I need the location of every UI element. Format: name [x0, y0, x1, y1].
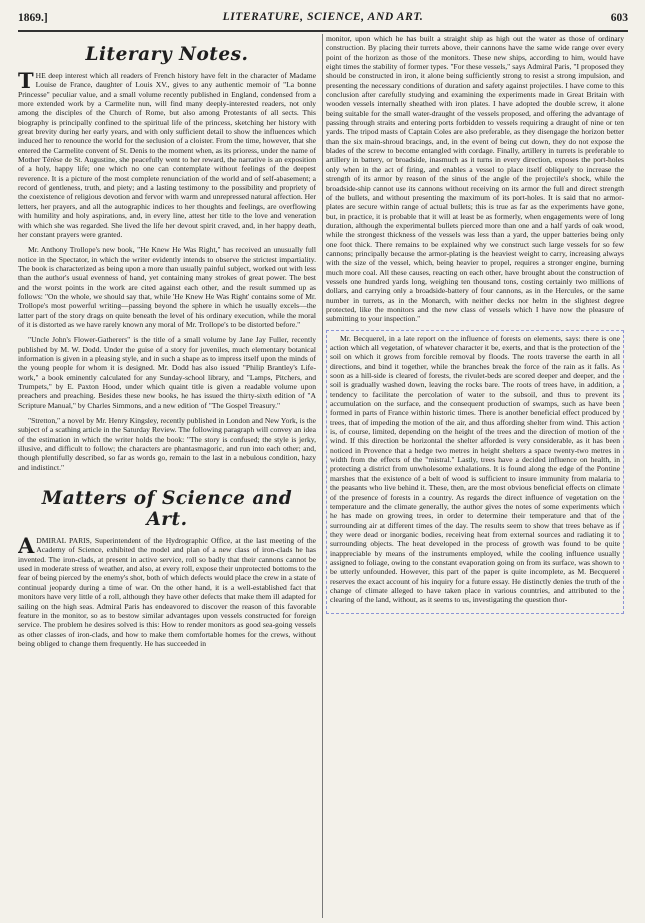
science-paragraph-2: Mr. Becquerel, in a late report on the influence of forests on elements, says: there is one action which all vegetation, of whatever character it be, exerts, and that is the protection of the soil on which it grows from forcible removal by floods. The roots traverse the earth in all directions, and bind it together, while the branches break the force of the rain as it falls. As soon as a hill-side is cleared of forests, the rivulet-beds are scored deeper and deeper, and the soil is gradually washed down, leaving the rocks bare. The roots of trees have, in addition, a tendency to facilitate the percolation of water to the subsoil, and thus to prevent its accumulation on the surface, and the consequent production of swamps, such as have been formed in parts of France within historic times. There is another beneficial effect produced by trees, that of impeding the motion of the air, and thus affording shelter from wind. This action is, of course, limited, depending on the height of the trees and the direction of motion of the wind. If this direction be horizontal the shelter afforded is very considerable, as it has been noticed in Provence that a hedge two metres in height shelters a space twenty-two metres in width from the effects of the "mistral." Lastly, trees have a decided influence on health, in protecting a district from unwholesome exhalations. It is found along the edge of the Pontine marshes that the existence of a belt of wood is sufficient to insure immunity from malaria to the peasants who live behind it. These, then, are the most obvious beneficial effects on climate of the presence of forests in a country. As regards the direct influence of vegetation on the temperature and the climate generally, the author gives the notes of some experiments which he has made on growing trees, in order to determine their temperature and that of the surrounding air at different times of the day. The results seem to show that trees behave as if they were dead or inorganic bodies, receiving heat from external sources and radiating it to surrounding objects. The heat developed in the process of growth was found to be quite inappreciable by means of the instruments employed, while the cooling influence usually assigned to foliage, owing to the constant evaporation going on from its surface, was shown to be utterly unfounded. However, this part of the paper is quite incomplete, as M. Becquerel reserves the exact account of his inquiry for a future essay. He distinctly denies the truth of the change of climate alleged to have taken place in various countries, and attributed to the clearing of the land, without, as it seems to us, investigating the question thor- — [330, 333, 620, 605]
literary-notes-heading: Literary Notes. — [85, 44, 249, 65]
literary-paragraph-1-text: HE deep interest which all readers of French history have felt in the character of Madame Louise de France, daughter of Louis XV., gives to any authentic memoir of "La bonne Princesse" peculiar value, and a small volume recently published in England, condensed from a more extended work by a Carmelite nun, will find many deeply-interested readers, not only among the disciples of the Church of Rome, but also among Protestants of all sects. This biography is principally confined to the spiritual life of the princess, sketching her history with great brevity during her early years, and with only sufficient detail to show the influences which induced her to renounce the world for the seclusion of a cloister. From the time, however, that she entered the Carmelite convent of St. Denis to the moment when, as its prioress, under the name of Mother Térèse de St. Augustine, she peacefully went to her reward, the narrative is an exposition of a holy, happy life; one which no one can contemplate without feelings of the deepest reverence. It is a picture of the most complete renunciation of the world and of self-abasement; a record of gentleness, truth, and piety; and a lasting testimony to the possibility and propriety of the coexistence of religious devotion and fervor with warm and unrepressed natural affection. Her letters, her prayers, and all the autographic indices to her thoughts and feelings, are overflowing with humility and holy aspirations, and, in every line, attest her title to the love and veneration with which she was regarded. She lived the life her devout spirit craved, and, in her happy death, her constant prayers were granted. — [18, 71, 316, 239]
literary-paragraph-1 — [18, 68, 316, 239]
literary-paragraph-2: Mr. Anthony Trollope's new book, "He Knew He Was Right," has received an unusually full notice in the Spectator, in which the writer evidently intends to observe the strictest impartiality. The book is characterized as being upon a more than usually painful subject, worked out with less than the author's usual evenness of hand, yet containing many strokes of great power. The best and the worst points in the work are cited against each other, and the result summed up as follows: "On the whole, we should say that, while 'He Knew He Was Right' contains some of Mr. Trollope's most powerful writing—passing beyond the sphere in which he usually excels—the latter part of the story drags on quite beneath the level of his ordinary execution, while the moral of it is distorted as we have rarely known any moral of Mr. Trollope's to be distorted before." — [18, 245, 316, 329]
science-art-heading: Matters of Science and Art. — [41, 488, 293, 531]
science-paragraph-1-lead: DMIRAL PARIS, — [36, 536, 92, 546]
literary-paragraph-4: "Stretton," a novel by Mr. Henry Kingsley, recently published in London and New York, is the subject of a scathing article in the Saturday Review. The following paragraph will convey an idea of the estimation in which the writer holds the book: "The story is confused; the style is jerky, illusive, and difficult to follow; the characters are phantasmagoric, and run into each other; and, though plentifully described, so far as words go, remain to the last in a nebulous condition, hazy and indistinct." — [18, 416, 316, 472]
drop-cap: T — [18, 68, 34, 93]
literary-paragraph-3: "Uncle John's Flower-Gatherers" is the title of a small volume by Jane Jay Fuller, recently published by M. W. Dodd. Under the guise of a story for juveniles, much elementary botanical information is given in a pleasing style, and in such a shape as to impress itself upon the minds of the young people for whom it is designed. Mr. Dodd has also issued "Philip Brantley's Life-work," a book eminently calculated for any Sunday-school library, and "Lamps, Pitchers, and Trumpets," by E. Paxton Hood, under which quaint title is given a readable volume upon preachers and preaching. Besides these new books, he has issued the thirty-sixth edition of "A Scripture Manual," by Charles Simmons, and a new edition of "The Gospel Treasury." — [18, 335, 316, 410]
right-column — [326, 34, 624, 918]
science-paragraph-1-text: Superintendent of the Hydrographic Office, at the last meeting of the Academy of Science, exhibited the model and plan of a new class of iron-clads he has invented. The iron-clads, at present in active service, roll so badly that their cannons cannot be used in moderate stress of weather, and also, at every roll, expose their unprotected bottoms to the fear of being pierced by the enemy's shot, both of which defects would place the crew in a state of continual jeopardy during a time of war. On the other hand, it is a well-established fact that monitors have very little of a roll, although they have other defects that make them ill adapted for sailing on the high seas. Admiral Paris has endeavored to discover the reason of this favorable feature in the monitor, so as to bestow similar advantages upon vessels constructed for foreign service. The problem he desires solved is this: How to render monitors as good sea-going vessels as other classes of iron-clads, and how to make them comfortable homes for the crews, without being obliged to change them frequently. He has succeeded in — [18, 536, 316, 648]
science-paragraph-1 — [18, 533, 316, 648]
left-column — [18, 34, 316, 918]
column-divider — [322, 34, 323, 918]
page-header — [18, 8, 628, 32]
science-paragraph-1-continued: monitor, upon which he has built a straight ship as high out the water as those of ordinary construction. By placing their turrets above, their cannons have the same wide range over every point of the horizon as those of the monitors. These new ships, according to him, would have eight times the stability of former types. "For these vessels," says Admiral Paris, "I proposed they should be constructed in iron, it alone being sufficiently strong to resist a strong impulsion, and presenting the necessary conditions of duration and safety against projectiles. I have come to this conclusion after carefully studying and examining the experiments made in Great Britain with wooden vessels internally sheathed with iron plates. I have adopted the double screw, it alone being suitable for the small water-draught of the vessels proposed, and offering the advantage of passing through straits and entering ports forbidden to vessels requiring a draught of nine or ten yards. The tripod masts of Captain Coles are also preferable, as they disengage the horizon better than the six main-shroud bracings, and, in the event of being cut down, they do not expose the blades of the screw to become entangled with cordage. Finally, artillery in turrets is preferable to artillery in battery, or broadside, inasmuch as it turns in every direction, exposes the port-holes only when in the act of firing, and enables a vessel to place itself obliquely to increase the strength of its armor by reason of the sinus of the angle of the projectile's shock, while the broadside-ship cannot use its cannons without receiving on its armor the full and direct strength of the bullets, and without presenting the maximum of its port-holes. It is said that no armor-plates are secure within range of actual bullets; this is true as far as the experiments have gone, but, in practice, it is probable that it will at least be as formerly, when engagements were of long duration, although the experimental bullets pierced more than one and a half yards of oak wood, while the strongest thickness of the vessels was less than a yard, the upper batteries being only one foot thick. There remains to be explained why we construct such large vessels for so few cannons; principally because the armor-plating is the heaviest weight to carry, increasing always with the size of the vessel, which, being heavier to propel, requires a stronger engine, burning much more coal. All these causes, reacting on each other, have brought about the construction of vessels one hundred yards long, weighing ten thousand tons, costing certainly two millions of dollars, and carrying only a broadside-battery of four cannons, as in the Hercules, or the same number in turrets, as in the Monarch, with neither decks nor helm in the slightest degree protected, like the monitors and the new class of vessels which I have now the pleasure of submitting to your inspection." — [326, 34, 624, 324]
running-title: LITERATURE, SCIENCE, AND ART. — [222, 11, 424, 23]
header-year: 1869.] — [18, 12, 48, 24]
page-number: 603 — [610, 12, 628, 24]
drop-cap: A — [18, 533, 35, 559]
forests-article-box — [326, 330, 624, 614]
